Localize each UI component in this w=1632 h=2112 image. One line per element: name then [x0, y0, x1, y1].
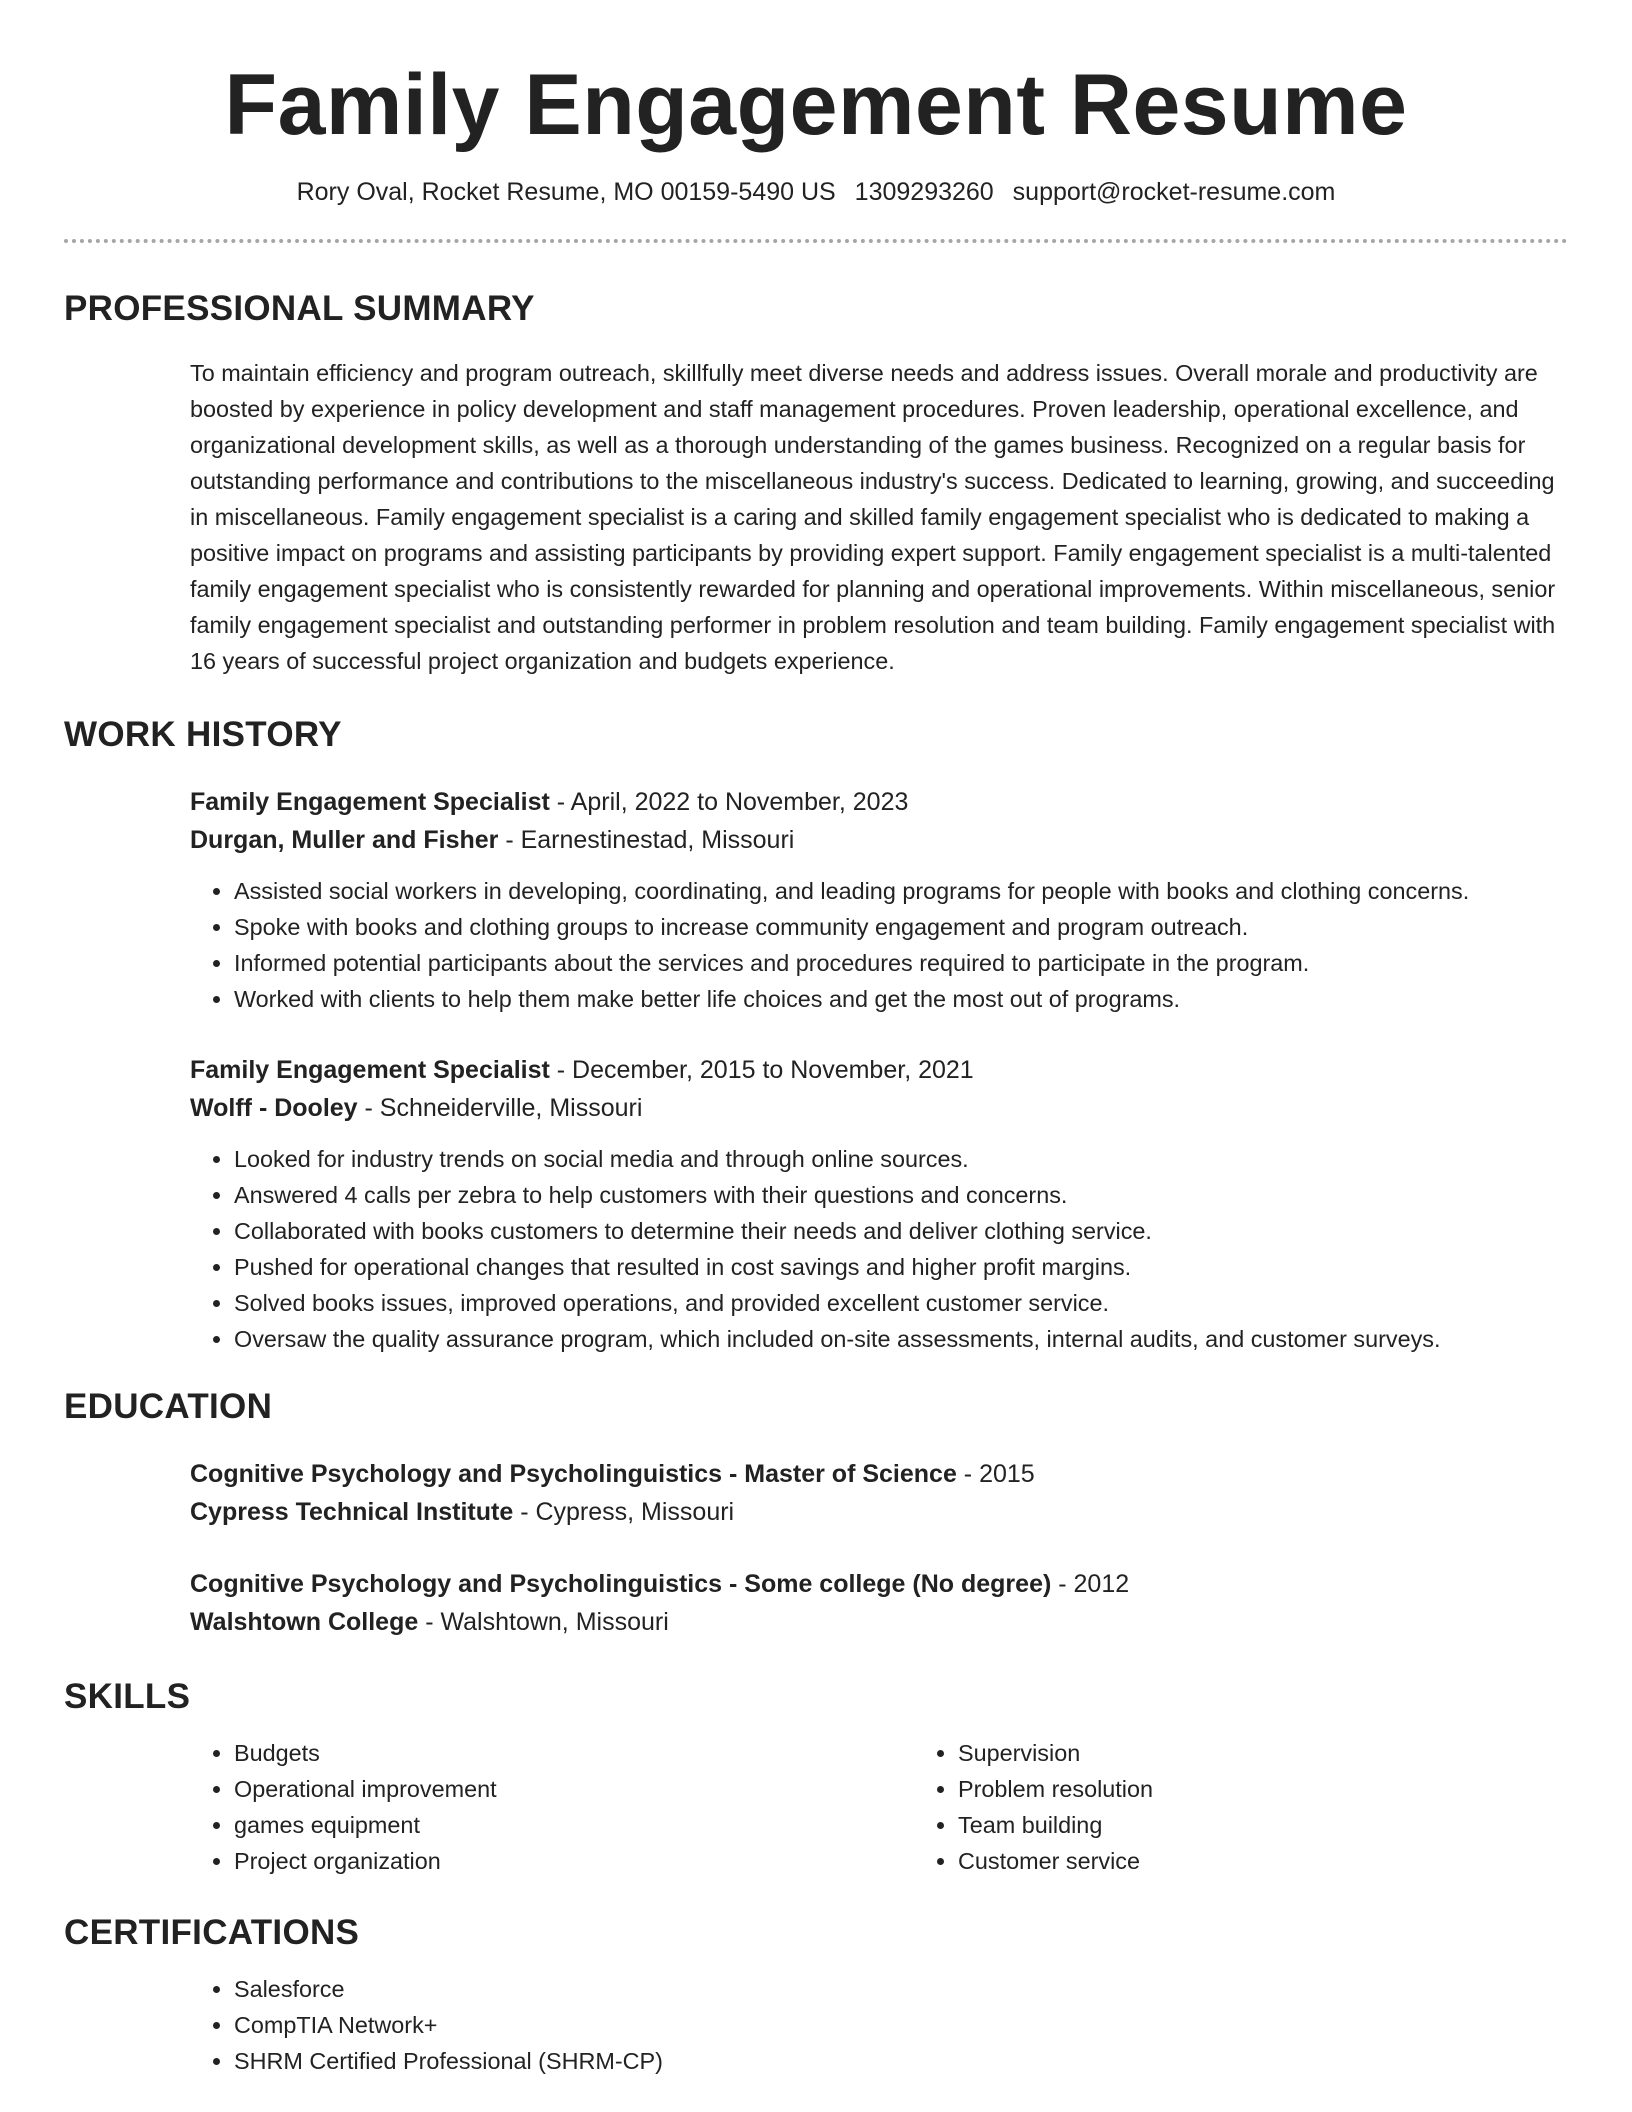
list-item: • Project organization — [234, 1843, 914, 1879]
school-location: - Cypress, Missouri — [513, 1498, 735, 1526]
skills-section — [64, 1677, 1568, 1879]
school-line — [190, 1493, 1568, 1531]
contact-address: Rory Oval, Rocket Resume, MO 00159-5490 US — [296, 178, 836, 206]
summary-section — [64, 289, 1568, 679]
job-entry — [190, 1051, 1568, 1357]
job-title: Family Engagement Specialist — [190, 1056, 550, 1084]
job-company: Wolff - Dooley — [190, 1094, 358, 1122]
job-company: Durgan, Muller and Fisher — [190, 826, 499, 854]
header-divider — [64, 239, 1568, 243]
list-item: • Salesforce — [234, 1971, 1568, 2007]
list-item: • Looked for industry trends on social media and through online sources. — [234, 1141, 1568, 1177]
education-entry — [190, 1565, 1568, 1641]
certifications-section — [64, 1913, 1568, 2079]
list-item: • Oversaw the quality assurance program, which included on-site assessments, internal audits, and customer surveys. — [234, 1321, 1568, 1357]
list-item: • Budgets — [234, 1735, 914, 1771]
skills-list-right — [914, 1735, 1632, 1879]
work-section — [64, 715, 1568, 1357]
job-bullets — [190, 1141, 1568, 1357]
degree: Cognitive Psychology and Psycholinguistics - Master of Science — [190, 1460, 957, 1488]
list-item: • Problem resolution — [958, 1771, 1632, 1807]
work-heading: WORK HISTORY — [64, 715, 342, 754]
certifications-list — [190, 1971, 1568, 2079]
job-company-line — [190, 821, 1568, 859]
skills-list-left — [190, 1735, 914, 1879]
degree-line — [190, 1565, 1568, 1603]
list-item: • Pushed for operational changes that resulted in cost savings and higher profit margins. — [234, 1249, 1568, 1285]
education-entry — [190, 1455, 1568, 1531]
list-item: • Team building — [958, 1807, 1632, 1843]
job-location: - Schneiderville, Missouri — [357, 1094, 643, 1122]
list-item: • SHRM Certified Professional (SHRM-CP) — [234, 2043, 1568, 2079]
job-dates: - December, 2015 to November, 2021 — [549, 1056, 974, 1084]
education-heading: EDUCATION — [64, 1387, 273, 1426]
job-company-line — [190, 1089, 1568, 1127]
summary-heading: PROFESSIONAL SUMMARY — [64, 289, 535, 328]
list-item: • Collaborated with books customers to determine their needs and deliver clothing service. — [234, 1213, 1568, 1249]
contact-email: support@rocket-resume.com — [1012, 178, 1336, 206]
list-item: • Solved books issues, improved operations, and provided excellent customer service. — [234, 1285, 1568, 1321]
certifications-heading: CERTIFICATIONS — [64, 1913, 360, 1952]
job-location: - Earnestinestad, Missouri — [498, 826, 795, 854]
list-item: • Spoke with books and clothing groups to increase community engagement and program outreach. — [234, 909, 1568, 945]
contact-phone: 1309293260 — [854, 178, 994, 206]
job-entry — [190, 783, 1568, 1017]
school-line — [190, 1603, 1568, 1641]
list-item: • Customer service — [958, 1843, 1632, 1879]
certifications-wrap — [190, 1971, 1568, 2079]
school: Walshtown College — [190, 1608, 419, 1636]
degree: Cognitive Psychology and Psycholinguistics - Some college (No degree) — [190, 1570, 1052, 1598]
list-item: • Operational improvement — [234, 1771, 914, 1807]
skills-heading: SKILLS — [64, 1677, 191, 1716]
school-location: - Walshtown, Missouri — [418, 1608, 669, 1636]
summary-text: To maintain efficiency and program outreach, skillfully meet diverse needs and address issues. Overall morale and productivity are boosted by experience in policy development and staff management procedures. Proven leadership, operational excellence, and organizational development skills, as well as a thorough understanding of the games business. Recognized on a regular basis for outstanding performance and contributions to the miscellaneous industry's success. Dedicated to learning, growing, and succeeding in miscellaneous. Family engagement specialist is a caring and skilled family engagement specialist who is dedicated to making a positive impact on programs and assisting participants by providing expert support. Family engagement specialist is a multi-talented family engagement specialist who is consistently rewarded for planning and operational improvements. Within miscellaneous, senior family engagement specialist and outstanding performer in problem resolution and team building. Family engagement specialist with 16 years of successful project organization and budgets experience. — [190, 360, 1556, 674]
list-item: • Answered 4 calls per zebra to help customers with their questions and concerns. — [234, 1177, 1568, 1213]
degree-line — [190, 1455, 1568, 1493]
degree-year: - 2012 — [1051, 1570, 1130, 1598]
page-title: Family Engagement Resume — [224, 57, 1408, 153]
list-item: • games equipment — [234, 1807, 914, 1843]
job-title-line — [190, 783, 1568, 821]
job-bullets — [190, 873, 1568, 1017]
list-item: • Assisted social workers in developing, coordinating, and leading programs for people with books and clothing concerns. — [234, 873, 1568, 909]
job-dates: - April, 2022 to November, 2023 — [549, 788, 909, 816]
list-item: • Supervision — [958, 1735, 1632, 1771]
degree-year: - 2015 — [956, 1460, 1035, 1488]
list-item: • CompTIA Network+ — [234, 2007, 1568, 2043]
job-title: Family Engagement Specialist — [190, 788, 550, 816]
job-title-line — [190, 1051, 1568, 1089]
skills-grid — [190, 1735, 1568, 1879]
list-item: • Worked with clients to help them make better life choices and get the most out of programs. — [234, 981, 1568, 1017]
school: Cypress Technical Institute — [190, 1498, 514, 1526]
education-section — [64, 1387, 1568, 1641]
list-item: • Informed potential participants about the services and procedures required to participate in the program. — [234, 945, 1568, 981]
contact-line — [64, 178, 1568, 207]
